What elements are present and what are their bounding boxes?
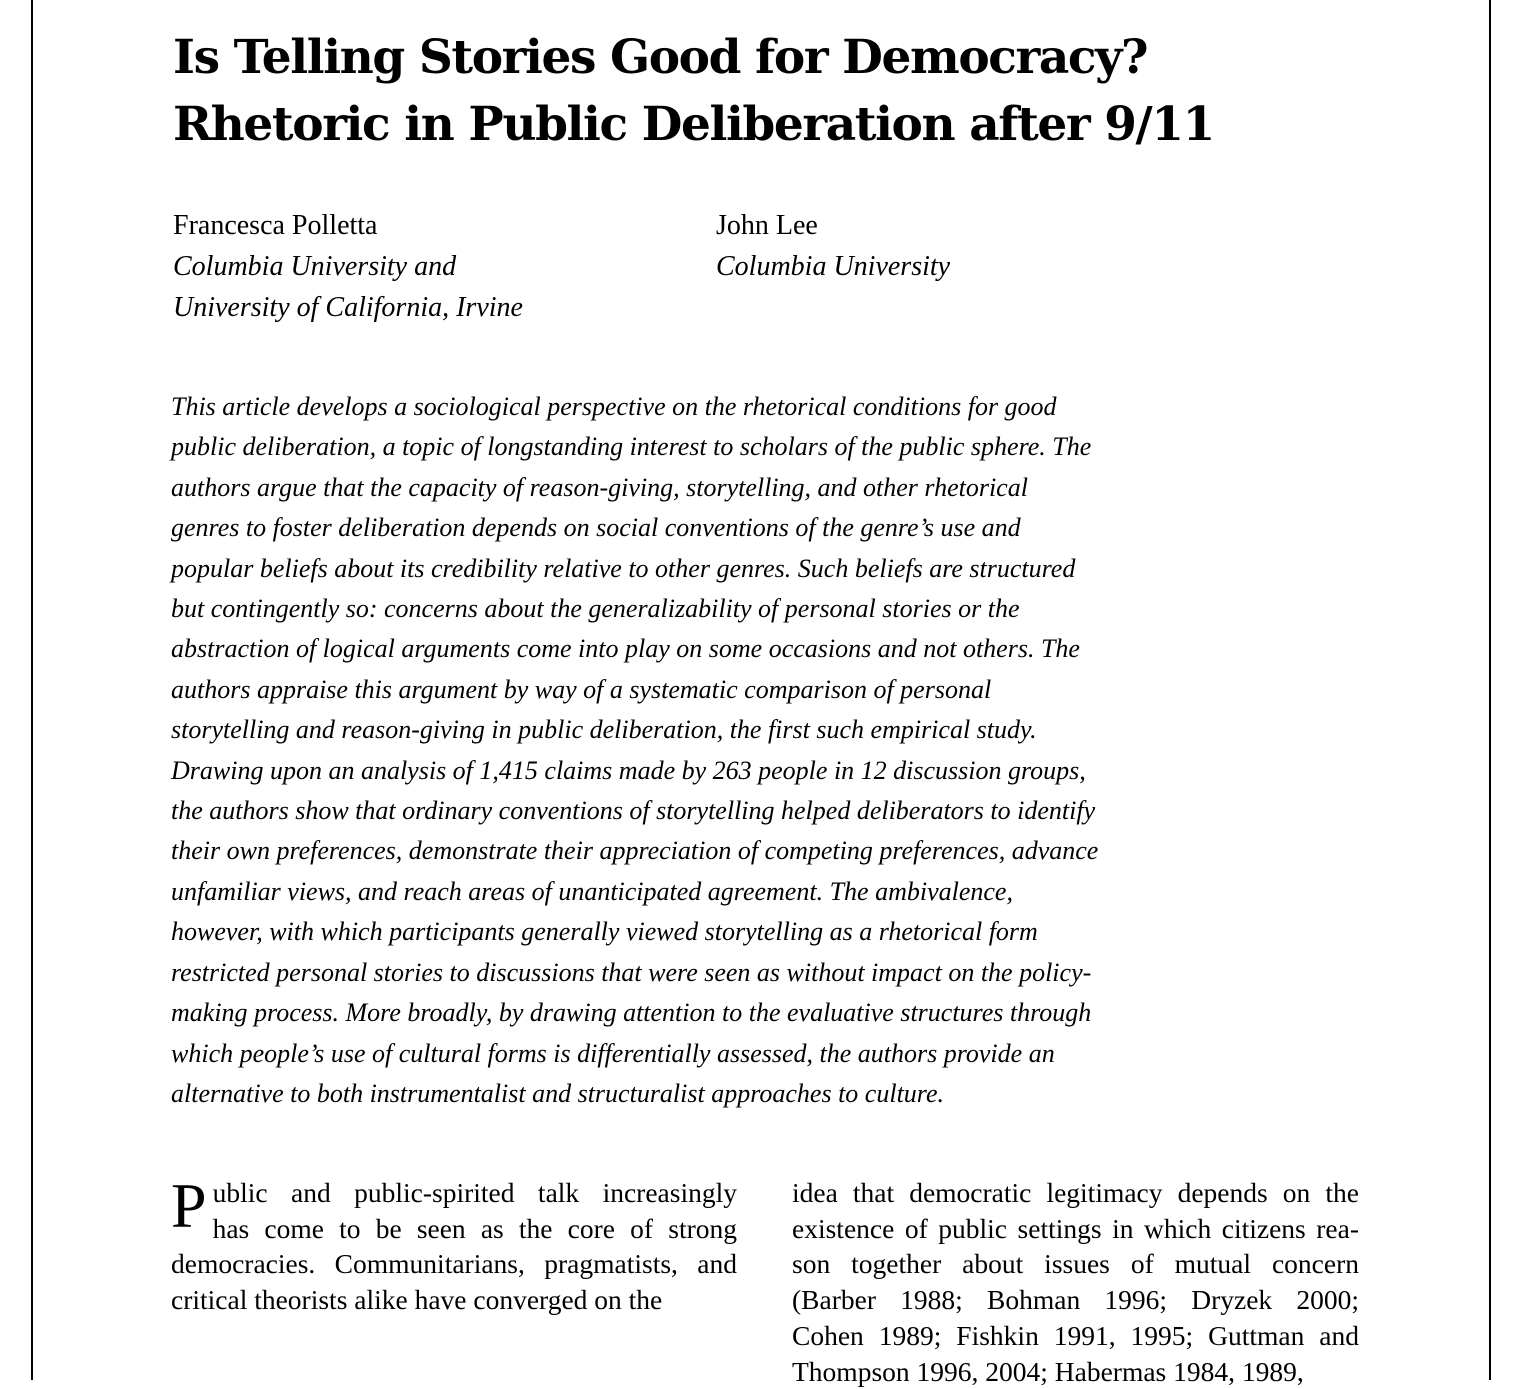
abstract-line: Drawing upon an analysis of 1,415 claims made by 263 people in 12 discussion groups, [171,755,1086,785]
body-text-line: ublic and public-spirited talk increasingly [212,1177,737,1208]
abstract-line: abstraction of logical arguments come into play on some occasions and not others. The [171,634,1080,664]
abstract-line: authors argue that the capacity of reason-giving, storytelling, and other rhetorical [171,472,1028,502]
author-block-lee [716,205,950,287]
body-text-line: (Barber 1988; Bohman 1996; Dryzek 2000; [792,1284,1359,1316]
abstract-line: but contingently so: concerns about the generalizability of personal stories or the [171,594,1020,624]
author-affiliation: University of California, Irvine [173,292,523,323]
abstract-line: making process. More broadly, by drawing attention to the evaluative structures through [171,998,1092,1028]
drop-cap: P [171,1170,207,1241]
body-text-line: existence of public settings in which citizens rea- [792,1212,1359,1244]
abstract-line: authors appraise this argument by way of a systematic comparison of personal [171,674,992,704]
abstract-line: their own preferences, demonstrate their appreciation of competing preferences, advance [171,836,1099,866]
body-text-line: son together about issues of mutual concern [792,1248,1359,1280]
abstract [171,387,1231,1114]
author-affiliation: Columbia University and [173,251,457,282]
abstract-line: unfamiliar views, and reach areas of unanticipated agreement. The ambivalence, [171,876,1013,906]
body-text-line: Cohen 1989; Fishkin 1991, 1995; Guttman and [792,1319,1359,1351]
author-block-polletta [173,205,523,328]
body-text-line: has come to be seen as the core of strong [212,1212,737,1244]
abstract-line: genres to foster deliberation depends on social conventions of the genre’s use and [171,513,1021,543]
author-name: John Lee [716,210,818,241]
abstract-line: This article develops a sociological perspective on the rhetorical conditions for good [171,392,1057,421]
title-line-2: Rhetoric in Public Deliberation after 9/11 [173,97,1214,152]
body-column-left [171,1170,737,1318]
body-text-line: democracies. Communitarians, pragmatists, and [171,1248,737,1280]
body-text-line: idea that democratic legitimacy depends on the [792,1177,1359,1208]
body-text-line: critical theorists alike have converged on the [171,1284,663,1316]
abstract-line: restricted personal stories to discussions that were seen as without impact on the policy- [171,957,1092,987]
body-column-right [792,1175,1359,1389]
author-affiliation: Columbia University [716,251,951,282]
article-title [173,24,1214,158]
abstract-line: the authors show that ordinary conventions of storytelling helped deliberators to identify [171,796,1096,826]
author-name: Francesca Polletta [173,210,378,241]
abstract-line: public deliberation, a topic of longstanding interest to scholars of the public sphere. The [171,432,1092,462]
abstract-line: storytelling and reason-giving in public deliberation, the first such empirical study. [171,715,1037,745]
abstract-line: popular beliefs about its credibility relative to other genres. Such beliefs are structured [171,553,1076,583]
abstract-line: however, with which participants generally viewed storytelling as a rhetorical form [171,917,1038,947]
abstract-line: alternative to both instrumentalist and structuralist approaches to culture. [171,1078,944,1108]
body-text-line: Thompson 1996, 2004; Habermas 1984, 1989, [792,1355,1304,1387]
title-line-1: Is Telling Stories Good for Democracy? [173,30,1148,85]
abstract-line: which people’s use of cultural forms is differentially assessed, the authors provide an [171,1038,1055,1068]
